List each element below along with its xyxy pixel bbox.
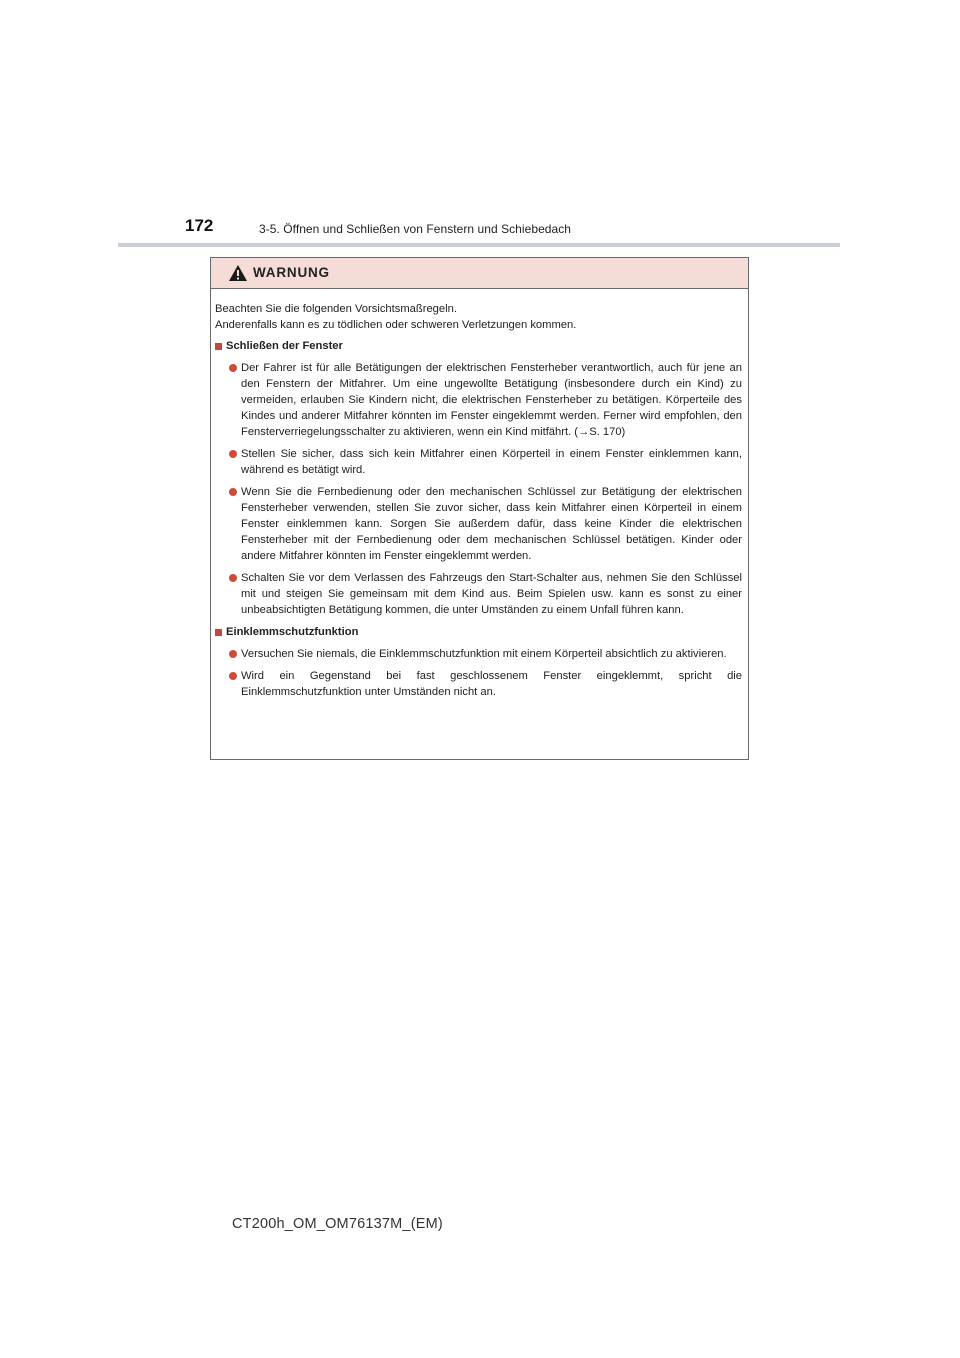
round-bullet-icon (229, 650, 237, 658)
round-bullet-icon (229, 364, 237, 372)
list-item (215, 668, 742, 700)
section-heading (215, 624, 742, 640)
header-rule (118, 243, 840, 247)
warning-triangle-icon (228, 264, 248, 282)
square-bullet-icon (215, 629, 222, 636)
round-bullet-icon (229, 450, 237, 458)
section-title: 3-5. Öffnen und Schließen von Fenstern und Schiebedach (259, 222, 572, 236)
warning-title: WARNUNG (253, 265, 330, 280)
round-bullet-icon (229, 672, 237, 680)
list-item (215, 360, 742, 440)
intro-line: Anderenfalls kann es zu tödlichen oder schweren Verletzungen kommen. (215, 319, 577, 331)
list-item-text: Versuchen Sie niemals, die Einklemmschutzfunktion mit einem Körperteil absichtlich zu aktivieren. (241, 648, 727, 660)
list-item (215, 646, 742, 662)
intro-line: Beachten Sie die folgenden Vorsichtsmaßregeln. (215, 303, 457, 315)
round-bullet-icon (229, 488, 237, 496)
list-item-text: Wenn Sie die Fernbedienung oder den mechanischen Schlüssel zur Betätigung der elektrischen Fensterheber verwenden, stellen Sie zuvor sicher, dass kein Mitfahrer einen Körperteil in einem Fenster einklemmen kann. Sorgen Sie außerdem dafür, dass keine Kinder die elektrischen Fensterheber mit der Fernbedienung oder dem mechanischen Schlüssel betätigen. Kinder oder andere Mitfahrer könnten im Fenster eingeklemmt werden. (241, 486, 742, 562)
warning-box (210, 257, 749, 760)
list-item (215, 484, 742, 564)
section-heading-label: Schließen der Fenster (226, 340, 343, 352)
bullet-list (215, 646, 742, 700)
bullet-list (215, 360, 742, 618)
section-heading-label: Einklemmschutzfunktion (226, 626, 359, 638)
footer-code: CT200h_OM_OM76137M_(EM) (232, 1216, 443, 1232)
warning-intro (215, 301, 742, 333)
list-item (215, 446, 742, 478)
section-heading (215, 338, 742, 354)
warning-header (211, 258, 748, 289)
list-item-text: Stellen Sie sicher, dass sich kein Mitfahrer einen Körperteil in einem Fenster einklemmen kann, während es betätigt wird. (241, 448, 742, 476)
round-bullet-icon (229, 574, 237, 582)
warning-body (211, 289, 748, 700)
square-bullet-icon (215, 343, 222, 350)
list-item-text: Der Fahrer ist für alle Betätigungen der elektrischen Fensterheber verantwortlich, auch für jene an den Fenstern der Mitfahrer. Um eine ungewollte Betätigung (insbesondere durch ein Kind) zu vermeiden, erlauben Sie Kindern nicht, die elektrischen Fensterheber zu betätigen. Körperteile des Kindes und anderer Mitfahrer könnten im Fenster eingeklemmt werden. Ferner wird empfohlen, den Fensterverriegelungsschalter zu aktivieren, wenn ein Kind mitfährt. (→S. 170) (241, 362, 742, 438)
page-number: 172 (185, 216, 214, 235)
list-item (215, 570, 742, 618)
list-item-text: Schalten Sie vor dem Verlassen des Fahrzeugs den Start-Schalter aus, nehmen Sie den Schlüssel mit und steigen Sie gemeinsam mit dem Kind aus. Beim Spielen usw. kann es sonst zu einer unbeabsichtigten Betätigung kommen, die unter Umständen zu einem Unfall führen kann. (241, 572, 742, 616)
list-item-text: Wird ein Gegenstand bei fast geschlossenem Fenster eingeklemmt, spricht die Einklemmschutzfunktion unter Umständen nicht an. (241, 670, 742, 698)
